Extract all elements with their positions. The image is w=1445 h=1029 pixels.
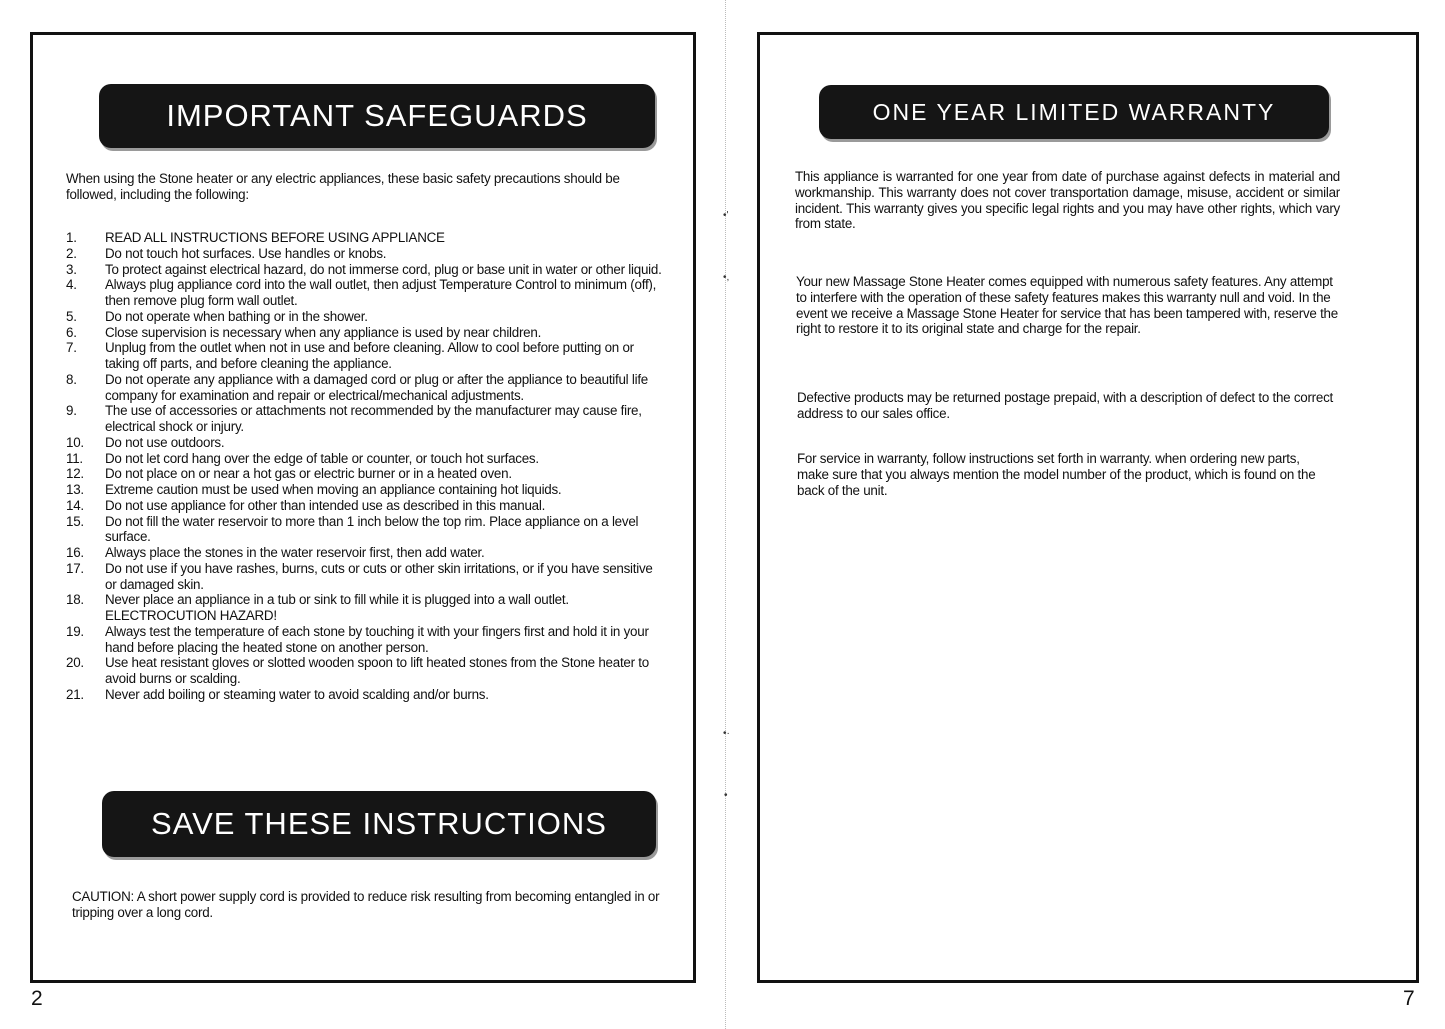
safeguard-text: Do not use appliance for other than intended use as described in this manual. [105, 497, 546, 513]
safeguard-item [66, 624, 666, 656]
safeguard-text: Always test the temperature of each stone by touching it with your fingers first and hold it in your hand before placing the heated stone on another person. [105, 623, 649, 655]
safeguard-item [66, 277, 666, 309]
safeguard-number: 21. [66, 686, 84, 702]
safeguard-item [66, 309, 666, 325]
safeguard-text: Never place an appliance in a tub or sink to fill while it is plugged into a wall outlet. ELECTROCUTION HAZARD! [105, 592, 569, 623]
safeguard-text: Do not place on or near a hot gas or electric burner or in a heated oven. [105, 466, 512, 482]
safeguard-item [66, 262, 666, 278]
safeguard-item [66, 325, 666, 341]
caution-note: CAUTION: A short power supply cord is provided to reduce risk resulting from becoming entangled in or tripping over a long cord. [72, 889, 660, 920]
safeguard-text: READ ALL INSTRUCTIONS BEFORE USING APPLIANCE [105, 230, 445, 245]
safeguard-number: 20. [66, 655, 84, 671]
safeguard-item [66, 482, 666, 498]
safeguard-number: 15. [66, 513, 84, 529]
safeguard-item [66, 340, 666, 372]
safeguard-number: 2. [66, 245, 77, 261]
safeguard-number: 6. [66, 324, 77, 340]
safeguard-text: Use heat resistant gloves or slotted wooden spoon to lift heated stones from the Stone heater to avoid burns or scalding. [105, 655, 649, 686]
intro-paragraph: When using the Stone heater or any electric appliances, these basic safety precautions should be followed, including the following: [66, 171, 620, 202]
safeguard-item [66, 230, 666, 246]
safeguard-text: Extreme caution must be used when moving an appliance containing hot liquids. [105, 482, 562, 497]
safeguard-number: 18. [66, 592, 84, 608]
safeguard-text: Always place the stones in the water reservoir first, then add water. [105, 545, 485, 560]
warranty-terms-paragraph: This appliance is warranted for one year from date of purchase against defects in material and workmanship. This warranty does not cover transportation damage, misuse, accident or similar incident. This warranty gives you specific legal rights and you may have other rights, which vary from state. [795, 169, 1340, 232]
safeguard-number: 12. [66, 466, 84, 482]
scan-speck: •' [723, 210, 729, 221]
scan-speck: • [724, 790, 728, 801]
safeguard-number: 7. [66, 340, 77, 356]
safeguard-text: To protect against electrical hazard, do not immerse cord, plug or base unit in water or other liquid. [105, 261, 662, 277]
returns-paragraph: Defective products may be returned postage prepaid, with a description of defect to the correct address to our sales office. [797, 390, 1333, 421]
left-page [30, 32, 696, 983]
safeguard-text: Do not operate when bathing or in the shower. [105, 308, 368, 324]
safeguard-text: Never add boiling or steaming water to avoid scalding and/or burns. [105, 686, 489, 702]
safeguard-text: The use of accessories or attachments not recommended by the manufacturer may cause fire, electrical shock or injury. [105, 403, 642, 434]
safeguard-number: 1. [66, 230, 77, 245]
page-fold-line [723, 0, 729, 1029]
safeguard-number: 8. [66, 371, 77, 387]
safeguard-number: 14. [66, 497, 84, 513]
safeguard-text: Do not fill the water reservoir to more than 1 inch below the top rim. Place appliance on a level surface. [105, 513, 639, 545]
safeguard-text: Do not let cord hang over the edge of table or counter, or touch hot surfaces. [105, 450, 539, 466]
safeguard-number: 3. [66, 261, 77, 277]
safeguard-item [66, 514, 666, 546]
safeguard-number: 10. [66, 434, 84, 450]
safeguard-item [66, 372, 666, 404]
safeguard-number: 16. [66, 545, 84, 560]
safeguard-item [66, 545, 666, 561]
safeguard-number: 19. [66, 623, 84, 639]
safeguard-text: Do not use outdoors. [105, 434, 225, 450]
safeguard-item [66, 655, 666, 687]
safeguard-item [66, 246, 666, 262]
scan-speck: •, [723, 272, 730, 283]
service-paragraph: For service in warranty, follow instructions set forth in warranty. when ordering new parts, make sure that you always mention the model number of the product, which is found on the back of the unit. [797, 451, 1316, 498]
safeguard-text: Unplug from the outlet when not in use and before cleaning. Allow to cool before putting on or taking off parts, and before cleaning the appliance. [105, 340, 634, 371]
safeguard-text: Do not touch hot surfaces. Use handles or knobs. [105, 245, 387, 261]
safety-features-paragraph: Your new Massage Stone Heater comes equipped with numerous safety features. Any attempt to interfere with the operation of these safety features makes this warranty null and void. In the event we receive a Massage Stone Heater for service that has been tampered with, reserve the right to restore it to its original state and charge for the repair. [796, 274, 1338, 337]
safeguard-item [66, 403, 666, 435]
safeguard-item [66, 687, 666, 703]
safeguard-number: 11. [66, 450, 83, 466]
safeguard-item [66, 592, 666, 624]
safeguard-number: 17. [66, 560, 84, 576]
safeguard-number: 5. [66, 308, 77, 324]
safeguard-number: 13. [66, 482, 84, 497]
safeguard-number: 4. [66, 277, 77, 293]
warranty-banner: ONE YEAR LIMITED WARRANTY [819, 85, 1329, 139]
safeguard-text: Do not operate any appliance with a damaged cord or plug or after the appliance to beautiful life company for examination and repair or electrical/mechanical adjustments. [105, 371, 648, 403]
page-number-right: 7 [1403, 987, 1415, 1010]
safeguard-text: Always plug appliance cord into the wall outlet, then adjust Temperature Control to minimum (off), then remove plug form wall outlet. [105, 277, 657, 308]
right-page [757, 32, 1419, 983]
scan-speck: •· [723, 728, 730, 739]
safeguard-item [66, 435, 666, 451]
safeguard-number: 9. [66, 403, 77, 419]
save-instructions-banner: SAVE THESE INSTRUCTIONS [102, 791, 656, 857]
safeguards-banner: IMPORTANT SAFEGUARDS [99, 84, 655, 148]
safeguard-item [66, 466, 666, 482]
safeguard-item [66, 498, 666, 514]
safeguard-item [66, 451, 666, 467]
safeguards-list [66, 230, 666, 703]
safeguard-text: Do not use if you have rashes, burns, cuts or cuts or other skin irritations, or if you have sensitive or damaged skin. [105, 560, 653, 592]
safeguard-item [66, 561, 666, 593]
safeguard-text: Close supervision is necessary when any appliance is used by near children. [105, 324, 542, 340]
page-number-left: 2 [31, 987, 43, 1010]
